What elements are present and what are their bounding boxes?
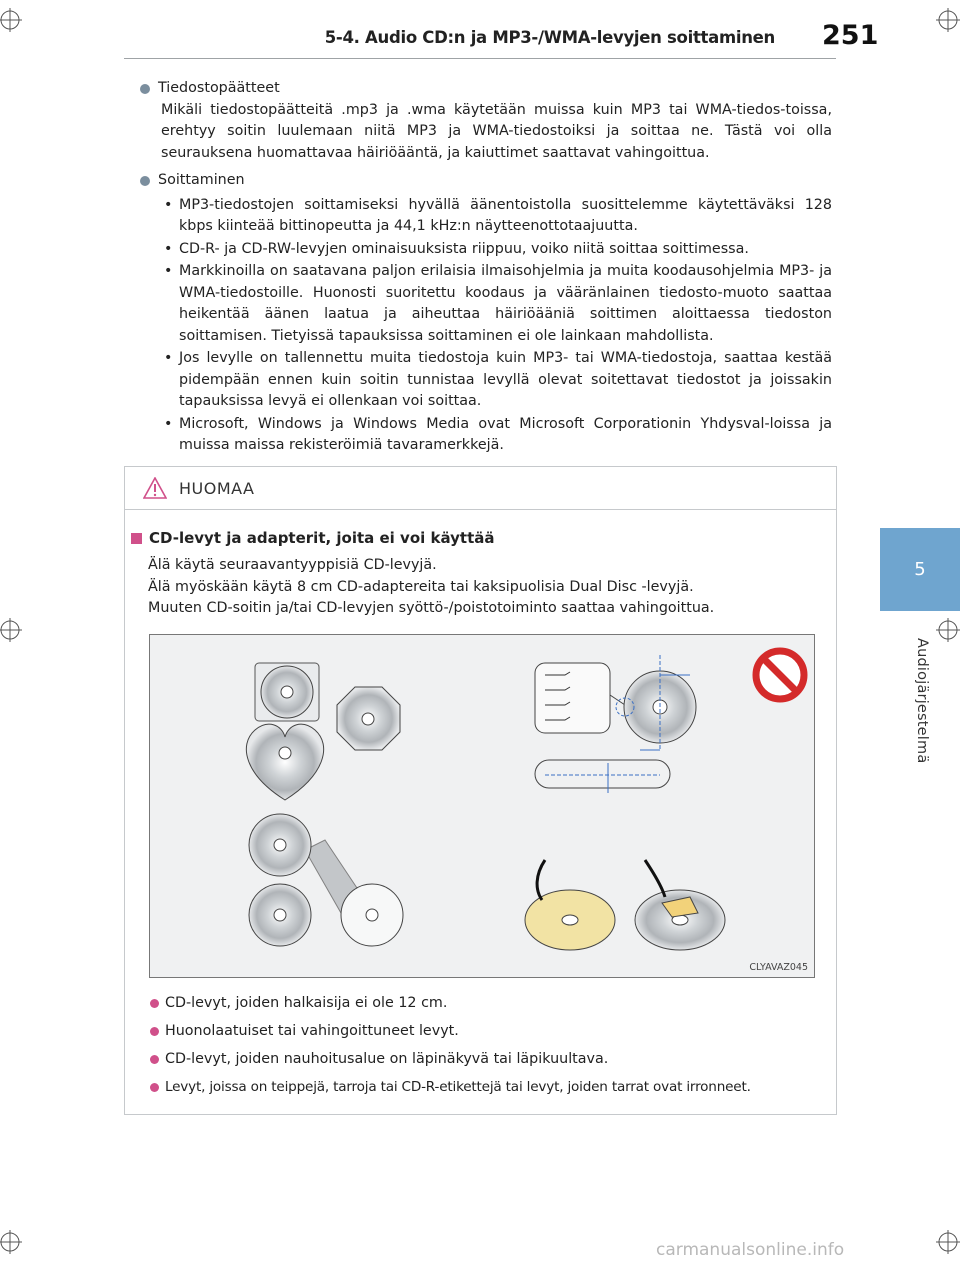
list-item: • Markkinoilla on saatavana paljon erilaisia ilmaisohjelmia ja muita koodausohjelmia MP3- ja WMA-tiedostoille. Huonosti suoritettu koodaus ja vääränlainen tiedosto-muoto saattaa heikentää äänen laatua ja aiheuttaa häiriöääniä soittimen aloittaessa tiedoston soittamisen. Tietyissä tapauksissa soittaminen ei ole lainkaan mahdollista.: [161, 261, 832, 347]
bullet-dot-icon: [140, 176, 150, 186]
list-item: • Jos levylle on tallennettu muita tiedostoja kuin MP3- tai WMA-tiedostoja, saattaa kestää pidempään ennen kuin soitin tunnistaa levyllä olevat soitettavat tiedostot ja joissakin tapauksissa levyä ei ollenkaan voi soittaa.: [161, 348, 832, 413]
bullet-dot-icon: [150, 1027, 159, 1036]
section-heading: Soittaminen: [140, 170, 832, 192]
bullet-dot-icon: [140, 84, 150, 94]
square-bullet-icon: [131, 533, 142, 544]
list-item: • MP3-tiedostojen soittamiseksi hyvällä äänentoistolla suosittelemme käytettäväksi 128 kbps kiinteää bittinopeutta ja 44,1 kHz:n näytteenottotaajuutta.: [161, 195, 832, 238]
notice-box: [124, 466, 837, 1115]
list-item: • Microsoft, Windows ja Windows Media ovat Microsoft Corporationin Yhdysval-loissa ja muissa maissa rekisteröimiä tavaramerkkejä.: [161, 414, 832, 457]
bullet-dot-icon: [150, 999, 159, 1008]
warning-triangle-icon: [143, 477, 167, 499]
notice-subheading: CD-levyt ja adapterit, joita ei voi käyttää: [131, 529, 495, 547]
header-divider: [124, 58, 836, 59]
page-number: 251: [822, 20, 879, 51]
list-item: • CD-R- ja CD-RW-levyjen ominaisuuksista riippuu, voiko niitä soittaa soittimessa.: [161, 239, 832, 261]
chapter-number: 5: [914, 559, 926, 580]
figure-code: CLYAVAZ045: [749, 962, 808, 973]
notice-line: Älä myöskään käytä 8 cm CD-adaptereita tai kaksipuolisia Dual Disc -levyjä.: [148, 578, 694, 595]
list-item: Huonolaatuiset tai vahingoittuneet levyt.: [150, 1017, 840, 1045]
list-item: CD-levyt, joiden nauhoitusalue on läpinäkyvä tai läpikuultava.: [150, 1045, 840, 1073]
notice-header: [125, 467, 836, 510]
notice-text: [148, 555, 828, 620]
unusable-disc-list: [150, 989, 840, 1101]
discs-illustration-graphic: [150, 635, 814, 977]
playback-notes-list: [161, 195, 832, 457]
unusable-discs-illustration: [149, 634, 815, 978]
bullet-dot-icon: [150, 1055, 159, 1064]
main-content: [140, 74, 832, 458]
list-item: CD-levyt, joiden halkaisija ei ole 12 cm.: [150, 989, 840, 1017]
notice-line: Muuten CD-soitin ja/tai CD-levyjen syöttö-/poistotoiminto saattaa vahingoittua.: [148, 600, 715, 616]
paragraph: Mikäli tiedostopäätteitä .mp3 ja .wma käytetään muissa kuin MP3 tai WMA-tiedos-toissa, erehtyy soitin luulemaan niitä MP3 ja WMA-tiedostoiksi ja soittaa ne. Tästä voi olla seurauksena huomattavaa häiriöääntä, ja kaiuttimet saattavat vahingoittua.: [161, 101, 832, 161]
notice-title: HUOMAA: [179, 478, 255, 498]
section-heading: Tiedostopäätteet: [140, 78, 832, 100]
bullet-dot-icon: [150, 1083, 159, 1092]
chapter-tab[interactable]: [880, 528, 960, 611]
list-item: Levyt, joissa on teippejä, tarroja tai CD-R-etikettejä tai levyt, joiden tarrat ovat irronneet.: [150, 1073, 840, 1101]
notice-line: Älä käytä seuraavantyyppisiä CD-levyjä.: [148, 557, 437, 573]
section-title: 5-4. Audio CD:n ja MP3-/WMA-levyjen soittaminen: [324, 28, 775, 47]
watermark: carmanualsonline.info: [656, 1240, 845, 1260]
chapter-label: Audiojärjestelmä: [914, 638, 930, 764]
